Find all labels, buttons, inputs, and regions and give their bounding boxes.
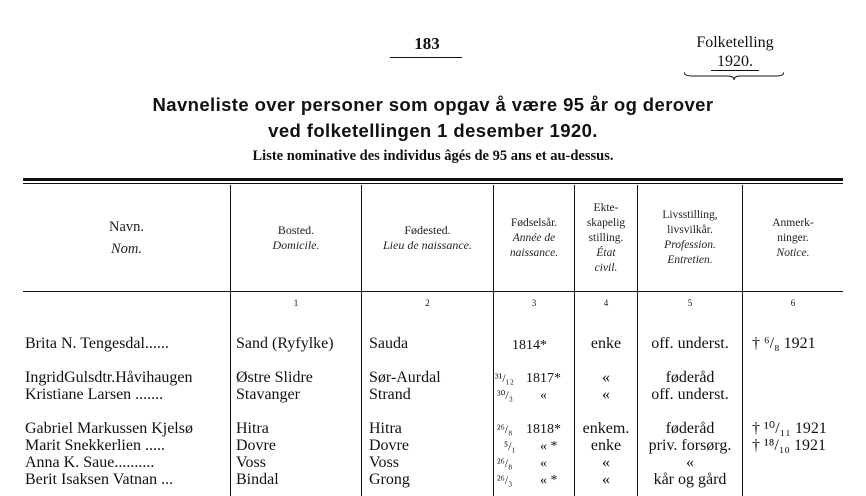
running-head-line2: 1920. <box>711 53 759 71</box>
header-civil-no2: skapelig <box>586 216 626 229</box>
page-number: 183 <box>414 34 440 53</box>
row-name: Anna K. Saue.......... <box>25 454 155 471</box>
row-civil: « <box>602 369 610 386</box>
header-fodselsar-fr1: Année de <box>512 231 556 244</box>
row-name: Brita N. Tengesdal...... <box>25 335 169 352</box>
row-civil: « <box>602 454 610 471</box>
row-fodested: Hitra <box>369 420 402 437</box>
row-birth-year: 1818* <box>526 422 561 437</box>
row-occupation: off. underst. <box>651 335 729 352</box>
row-occupation: priv. forsørg. <box>648 437 732 454</box>
row-bosted: Østre Slidre <box>236 369 313 386</box>
header-name-no: Navn. <box>108 219 145 235</box>
row-civil: « <box>602 386 610 403</box>
brace-ornament <box>684 72 784 80</box>
row-birth-year: « * <box>540 473 558 488</box>
header-civil-no1: Ekte- <box>593 201 619 214</box>
column-number: 5 <box>687 298 693 308</box>
header-notice-no2: ninger. <box>777 231 809 244</box>
row-birth-year: « * <box>540 439 558 454</box>
row-occupation: « <box>686 454 694 471</box>
row-fodested: Grong <box>369 471 410 488</box>
header-civil-no3: stilling. <box>588 231 624 244</box>
row-fodested: Dovre <box>369 437 409 454</box>
row-name: IngridGulsdtr.Håvihaugen <box>25 369 193 386</box>
row-name: Kristiane Larsen ....... <box>25 386 164 403</box>
header-notice-no1: Anmerk- <box>772 216 814 229</box>
header-notice <box>743 186 843 290</box>
table-top-thin-rule <box>23 183 843 184</box>
row-civil: enke <box>590 437 622 454</box>
row-civil: « <box>602 471 610 488</box>
row-birth-date: ²⁶/₃ <box>497 473 513 487</box>
header-fodested <box>362 186 493 290</box>
table-top-thick-rule <box>23 178 843 181</box>
row-note: † ¹⁸/₁₀ 1921 <box>752 437 826 454</box>
row-birth-year: 1814* <box>512 338 547 353</box>
row-name: Gabriel Markussen Kjelsø <box>25 420 193 437</box>
row-birth-year: « <box>540 456 547 471</box>
header-occupation-fr1: Profession. <box>664 239 716 251</box>
row-birth-date: ³⁰/₃ <box>497 388 513 402</box>
header-name-fr: Nom. <box>110 241 143 257</box>
header-civil-fr1: État <box>596 246 616 259</box>
header-name <box>23 186 230 290</box>
page-number-rule <box>390 57 462 58</box>
row-bosted: Stavanger <box>236 386 300 403</box>
row-fodested: Sauda <box>369 335 409 352</box>
table-header-rule <box>23 291 843 292</box>
row-name: Berit Isaksen Vatnan ... <box>25 471 174 488</box>
row-bosted: Bindal <box>236 471 279 488</box>
row-birth-year: « <box>540 388 547 403</box>
column-number: 6 <box>790 298 796 308</box>
header-occupation-fr2: Entretien. <box>667 254 713 266</box>
row-occupation: off. underst. <box>651 386 729 403</box>
header-occupation-no2: livsvilkår. <box>667 224 713 236</box>
header-fodselsar-fr2: naissance. <box>509 246 559 259</box>
row-civil: enke <box>590 335 622 352</box>
row-bosted: Sand (Ryfylke) <box>236 335 334 352</box>
row-bosted: Hitra <box>236 420 269 437</box>
row-birth-date: ²⁶/₈ <box>497 456 513 470</box>
header-fodselsar <box>494 186 574 290</box>
column-number: 1 <box>293 298 299 308</box>
title-french: Liste nominative des individus âgés de 95 ans et au-dessus. <box>252 148 614 164</box>
header-bosted-fr: Domicile. <box>272 238 320 252</box>
row-fodested: Sør-Aurdal <box>369 369 441 386</box>
header-fodested-no: Fødested. <box>404 223 451 237</box>
column-number: 2 <box>425 298 430 308</box>
row-birth-year: 1817* <box>526 371 561 386</box>
header-bosted-no: Bosted. <box>277 223 315 237</box>
header-occupation <box>638 186 742 290</box>
header-fodested-fr: Lieu de naissance. <box>383 238 472 252</box>
row-bosted: Dovre <box>236 437 276 454</box>
row-birth-date: ³¹/₁₂ <box>495 371 514 385</box>
column-number: 4 <box>603 298 609 308</box>
row-civil: enkem. <box>582 420 630 437</box>
row-bosted: Voss <box>236 454 266 471</box>
row-fodested: Strand <box>369 386 411 403</box>
running-head <box>672 33 798 71</box>
header-fodselsar-no: Fødselsår. <box>510 216 558 229</box>
row-name: Marit Snekkerlien ..... <box>25 437 165 454</box>
title-norwegian <box>40 92 826 144</box>
row-birth-date: ²⁶/₈ <box>497 422 513 436</box>
running-head-line1: Folketelling <box>696 34 774 51</box>
row-occupation: kår og gård <box>653 471 727 488</box>
header-civil-fr2: civil. <box>594 261 618 274</box>
row-fodested: Voss <box>369 454 399 471</box>
header-notice-fr: Notice. <box>776 246 810 259</box>
row-note: † ⁶/₈ 1921 <box>752 335 816 352</box>
row-note: † ¹⁰/₁₁ 1921 <box>752 420 827 437</box>
title-line1: Navneliste over personer som opgav å være 95 år og derover <box>152 94 714 115</box>
header-civil <box>575 186 637 290</box>
header-bosted <box>231 186 361 290</box>
column-number: 3 <box>531 298 537 308</box>
header-occupation-no1: Livsstilling, <box>662 209 718 221</box>
row-occupation: føderåd <box>665 369 715 386</box>
row-birth-date: ⁵/₁ <box>504 439 516 453</box>
row-occupation: føderåd <box>665 420 715 437</box>
title-line2: ved folketellingen 1 desember 1920. <box>268 120 598 141</box>
